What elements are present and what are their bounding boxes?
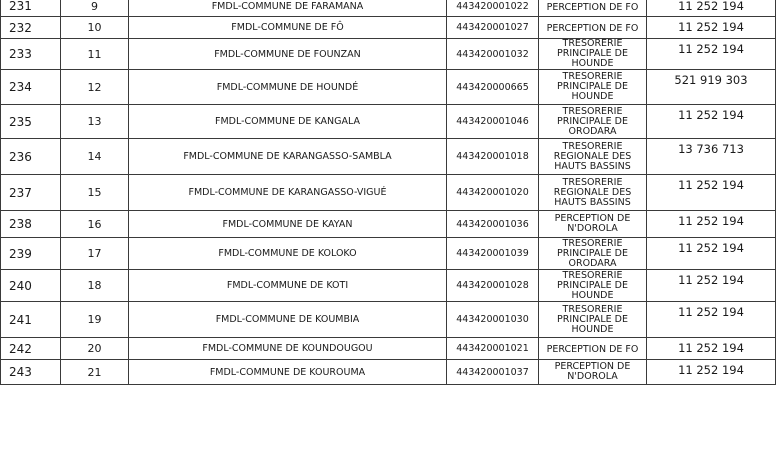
table-row [1, 39, 776, 70]
account-number-cell: 443420001032 [447, 39, 539, 70]
treasury-post-line: TRESORERIE [562, 140, 623, 152]
table-row [1, 0, 776, 17]
commune-index-cell: 14 [61, 139, 129, 175]
table-row [1, 302, 776, 338]
treasury-post-line: HAUTS BASSINS [554, 160, 631, 172]
amount-cell: 521 919 303 [647, 70, 776, 105]
commune-index-cell: 21 [61, 360, 129, 385]
treasury-post-line: TRESORERIE [562, 303, 623, 315]
row-number-cell: 240 [1, 270, 61, 302]
commune-index-cell: 11 [61, 39, 129, 70]
commune-name-cell: FMDL-COMMUNE DE KOTI [129, 270, 447, 302]
treasury-post-line: PERCEPTION DE [554, 361, 631, 372]
commune-index-cell: 19 [61, 302, 129, 338]
row-number-cell: 233 [1, 39, 61, 70]
treasury-post-line: PERCEPTION DE FO [546, 1, 639, 13]
commune-name-cell: FMDL-COMMUNE DE KOUNDOUGOU [129, 338, 447, 360]
account-number-cell: 443420001036 [447, 211, 539, 238]
commune-index-cell: 17 [61, 238, 129, 270]
commune-name-cell: FMDL-COMMUNE DE KARANGASSO-SAMBLA [129, 139, 447, 175]
treasury-post-line: HAUTS BASSINS [554, 196, 631, 208]
account-number-cell: 443420000665 [447, 70, 539, 105]
account-number-cell: 443420001027 [447, 17, 539, 39]
commune-index-cell: 20 [61, 338, 129, 360]
row-number-cell: 241 [1, 302, 61, 338]
treasury-post-line: PERCEPTION DE FO [546, 23, 639, 34]
table-row [1, 139, 776, 175]
amount-cell: 11 252 194 [647, 360, 776, 385]
account-number-cell: 443420001018 [447, 139, 539, 175]
treasury-post-line: HOUNDE [571, 323, 614, 335]
table-row [1, 70, 776, 105]
treasury-post-line: HOUNDE [571, 91, 614, 102]
amount-cell: 11 252 194 [647, 338, 776, 360]
allocation-table-body [1, 0, 776, 385]
row-number-cell: 235 [1, 105, 61, 139]
table-row [1, 211, 776, 238]
treasury-post-cell [539, 270, 647, 302]
row-number-cell: 243 [1, 360, 61, 385]
commune-name-cell: FMDL-COMMUNE DE KANGALA [129, 105, 447, 139]
treasury-post-line: PERCEPTION DE [554, 213, 631, 224]
commune-index-cell: 9 [61, 0, 129, 17]
treasury-post-line: TRESORERIE [562, 176, 623, 188]
amount-cell: 13 736 713 [647, 139, 776, 175]
amount-cell: 11 252 194 [647, 17, 776, 39]
amount-cell: 11 252 194 [647, 39, 776, 70]
treasury-post-line: PRINCIPALE DE [557, 48, 628, 59]
treasury-post-cell [539, 211, 647, 238]
treasury-post-line: HOUNDE [571, 58, 614, 69]
commune-name-cell: FMDL-COMMUNE DE FÔ [129, 17, 447, 39]
treasury-post-line: HOUNDE [571, 289, 614, 301]
commune-name-cell: FMDL-COMMUNE DE KOUMBIA [129, 302, 447, 338]
treasury-post-cell [539, 175, 647, 211]
amount-cell: 11 252 194 [647, 238, 776, 270]
treasury-post-cell [539, 338, 647, 360]
table-row [1, 360, 776, 385]
amount-cell: 11 252 194 [647, 0, 776, 17]
row-number-cell: 231 [1, 0, 61, 17]
row-number-cell: 236 [1, 139, 61, 175]
treasury-post-line: REGIONALE DES [553, 186, 632, 198]
treasury-post-line: PRINCIPALE DE [557, 313, 628, 325]
row-number-cell: 237 [1, 175, 61, 211]
commune-name-cell: FMDL-COMMUNE DE FARAMANA [129, 0, 447, 17]
treasury-post-line: PRINCIPALE DE [557, 279, 628, 291]
commune-index-cell: 12 [61, 70, 129, 105]
treasury-post-line: TRESORERIE [562, 71, 623, 82]
row-number-cell: 238 [1, 211, 61, 238]
table-row [1, 175, 776, 211]
treasury-post-line: REGIONALE DES [553, 150, 632, 162]
table-row [1, 238, 776, 270]
amount-cell: 11 252 194 [647, 105, 776, 139]
commune-index-cell: 18 [61, 270, 129, 302]
row-number-cell: 234 [1, 70, 61, 105]
commune-name-cell: FMDL-COMMUNE DE KAYAN [129, 211, 447, 238]
treasury-post-cell [539, 238, 647, 270]
commune-name-cell: FMDL-COMMUNE DE KOLOKO [129, 238, 447, 270]
amount-cell: 11 252 194 [647, 211, 776, 238]
row-number-cell: 239 [1, 238, 61, 270]
row-number-cell: 232 [1, 17, 61, 39]
treasury-post-cell [539, 39, 647, 70]
account-number-cell: 443420001022 [447, 0, 539, 17]
amount-cell: 11 252 194 [647, 270, 776, 302]
commune-name-cell: FMDL-COMMUNE DE HOUNDÉ [129, 70, 447, 105]
row-number-cell: 242 [1, 338, 61, 360]
treasury-post-line: N'DOROLA [567, 223, 618, 234]
treasury-post-line: PRINCIPALE DE [557, 81, 628, 92]
account-number-cell: 443420001046 [447, 105, 539, 139]
treasury-post-line: TRESORERIE [562, 105, 623, 117]
treasury-post-cell [539, 105, 647, 139]
commune-name-cell: FMDL-COMMUNE DE KARANGASSO-VIGUÉ [129, 175, 447, 211]
treasury-post-line: PRINCIPALE DE [557, 247, 628, 259]
treasury-post-line: PRINCIPALE DE [557, 115, 628, 127]
treasury-post-line: TRESORERIE [562, 269, 623, 281]
treasury-post-line: TRESORERIE [562, 38, 623, 49]
treasury-post-cell [539, 0, 647, 17]
commune-index-cell: 10 [61, 17, 129, 39]
treasury-post-line: ORODARA [568, 257, 617, 269]
treasury-post-cell [539, 139, 647, 175]
account-number-cell: 443420001039 [447, 238, 539, 270]
account-number-cell: 443420001030 [447, 302, 539, 338]
commune-index-cell: 13 [61, 105, 129, 139]
treasury-post-cell [539, 70, 647, 105]
account-number-cell: 443420001020 [447, 175, 539, 211]
treasury-post-cell [539, 17, 647, 39]
account-number-cell: 443420001037 [447, 360, 539, 385]
table-row [1, 105, 776, 139]
account-number-cell: 443420001021 [447, 338, 539, 360]
treasury-post-line: PERCEPTION DE FO [546, 344, 639, 355]
commune-name-cell: FMDL-COMMUNE DE KOUROUMA [129, 360, 447, 385]
amount-cell: 11 252 194 [647, 175, 776, 211]
treasury-post-cell [539, 360, 647, 385]
commune-index-cell: 16 [61, 211, 129, 238]
commune-name-cell: FMDL-COMMUNE DE FOUNZAN [129, 39, 447, 70]
treasury-post-line: N'DOROLA [567, 371, 618, 382]
amount-cell: 11 252 194 [647, 302, 776, 338]
treasury-post-line: ORODARA [568, 125, 617, 137]
treasury-post-cell [539, 302, 647, 338]
treasury-post-line: TRESORERIE [562, 237, 623, 249]
account-number-cell: 443420001028 [447, 270, 539, 302]
commune-index-cell: 15 [61, 175, 129, 211]
table-row [1, 17, 776, 39]
table-row [1, 270, 776, 302]
table-row [1, 338, 776, 360]
